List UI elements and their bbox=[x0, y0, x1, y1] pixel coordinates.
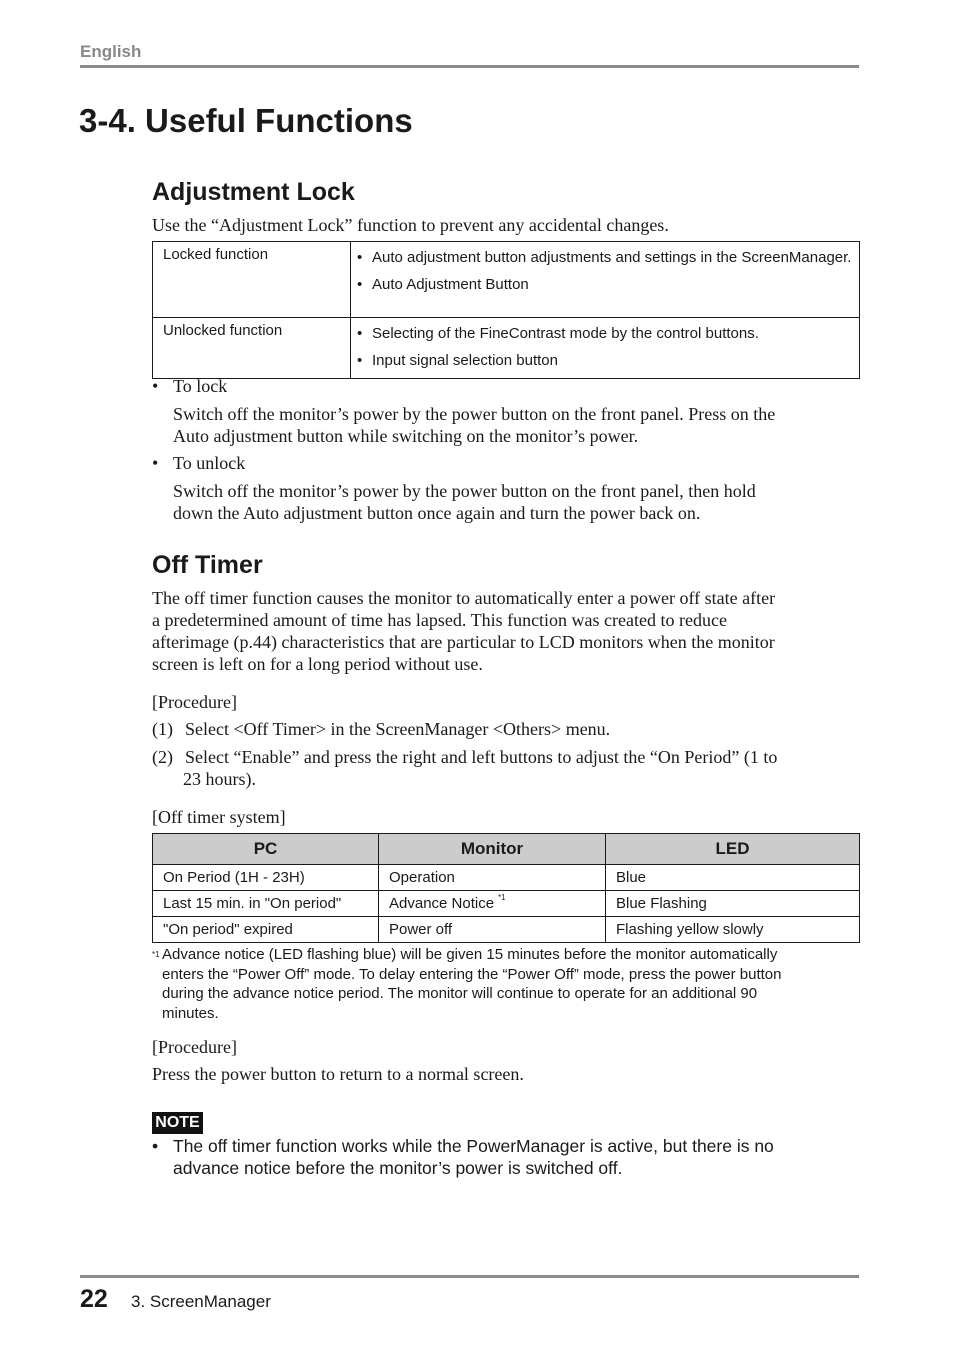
bullet-icon: • bbox=[152, 376, 159, 396]
header-language: English bbox=[80, 42, 142, 61]
text-line: minutes. bbox=[162, 1004, 219, 1022]
procedure-label-2: [Procedure] bbox=[152, 1037, 237, 1057]
lock-table-label: Unlocked function bbox=[153, 318, 351, 379]
text-line: Auto adjustment button while switching on the monitor’s power. bbox=[173, 426, 639, 446]
footnote-mark: *1 bbox=[152, 950, 160, 959]
table-row bbox=[153, 917, 860, 943]
lock-table-items bbox=[351, 318, 860, 379]
step-number: (2) bbox=[152, 747, 173, 767]
cell-text: Advance Notice bbox=[389, 895, 495, 912]
footer-section-title: 3. ScreenManager bbox=[131, 1292, 271, 1311]
text-line: down the Auto adjustment button once again and turn the power back on. bbox=[173, 503, 701, 523]
page-number: 22 bbox=[80, 1285, 108, 1313]
table-row bbox=[153, 865, 860, 891]
procedure-step-1 bbox=[152, 718, 862, 740]
table-cell: "On period" expired bbox=[153, 917, 379, 943]
off-timer-system-label: [Off timer system] bbox=[152, 807, 286, 827]
procedure-2-text: Press the power button to return to a normal screen. bbox=[152, 1064, 524, 1084]
procedure-label: [Procedure] bbox=[152, 692, 237, 712]
table-row bbox=[153, 242, 860, 318]
table-cell bbox=[379, 891, 606, 917]
list-item: • Auto adjustment button adjustments and settings in the ScreenManager. bbox=[357, 248, 859, 267]
table-row bbox=[153, 891, 860, 917]
footnote bbox=[152, 945, 860, 1023]
text-line: enters the “Power Off” mode. To delay entering the “Power Off” mode, press the power button bbox=[162, 965, 782, 983]
table-cell: Blue bbox=[606, 865, 860, 891]
lock-table-items bbox=[351, 242, 860, 318]
to-unlock-description bbox=[173, 480, 756, 524]
list-item: • Auto Adjustment Button bbox=[357, 275, 859, 294]
table-cell: Flashing yellow slowly bbox=[606, 917, 860, 943]
step-text: Select “Enable” and press the right and left buttons to adjust the “On Period” (1 to bbox=[185, 747, 778, 767]
text-line: Switch off the monitor’s power by the power button on the front panel. Press on the bbox=[173, 404, 776, 424]
step-text: Select <Off Timer> in the ScreenManager <Others> menu. bbox=[185, 719, 611, 739]
off-timer-paragraph bbox=[152, 587, 775, 675]
table-header-row bbox=[153, 834, 860, 865]
column-header-pc: PC bbox=[153, 834, 379, 865]
table-cell: Last 15 min. in "On period" bbox=[153, 891, 379, 917]
footnote-ref: *1 bbox=[498, 893, 506, 902]
column-header-monitor: Monitor bbox=[379, 834, 606, 865]
text-line: advance notice before the monitor’s power is switched off. bbox=[173, 1158, 623, 1178]
section-title-off-timer: Off Timer bbox=[152, 551, 263, 579]
off-timer-table bbox=[152, 833, 860, 943]
note-badge: NOTE bbox=[152, 1112, 203, 1134]
column-header-led: LED bbox=[606, 834, 860, 865]
to-lock-label: To lock bbox=[173, 376, 228, 396]
text-line: during the advance notice period. The monitor will continue to operate for an additional 90 bbox=[162, 985, 758, 1002]
bullet-icon: • bbox=[152, 453, 159, 473]
table-cell: Power off bbox=[379, 917, 606, 943]
lock-table-label: Locked function bbox=[153, 242, 351, 318]
adjustment-lock-intro: Use the “Adjustment Lock” function to prevent any accidental changes. bbox=[152, 215, 669, 235]
procedure-step-2 bbox=[152, 746, 862, 790]
text-line: afterimage (p.44) characteristics that are particular to LCD monitors when the monitor bbox=[152, 632, 775, 652]
bullet-icon: • bbox=[152, 1136, 159, 1156]
text-line: screen is left on for a long period without use. bbox=[152, 654, 483, 674]
to-unlock-label: To unlock bbox=[173, 453, 246, 473]
list-item: • Selecting of the FineContrast mode by the control buttons. bbox=[357, 324, 859, 343]
section-title-adjustment-lock: Adjustment Lock bbox=[152, 178, 355, 206]
table-cell: On Period (1H - 23H) bbox=[153, 865, 379, 891]
table-row bbox=[153, 318, 860, 379]
text-line: The off timer function works while the PowerManager is active, but there is no bbox=[173, 1136, 774, 1156]
footer-rule bbox=[80, 1275, 859, 1278]
page-title: 3-4. Useful Functions bbox=[79, 102, 413, 139]
table-cell: Operation bbox=[379, 865, 606, 891]
step-text: 23 hours). bbox=[183, 769, 256, 789]
step-number: (1) bbox=[152, 719, 173, 739]
text-line: Advance notice (LED flashing blue) will be given 15 minutes before the monitor automatically bbox=[162, 946, 778, 963]
note-text bbox=[152, 1135, 852, 1179]
text-line: The off timer function causes the monitor to automatically enter a power off state after bbox=[152, 588, 776, 608]
to-lock-description bbox=[173, 403, 775, 447]
lock-table bbox=[152, 241, 860, 379]
text-line: a predetermined amount of time has lapsed. This function was created to reduce bbox=[152, 610, 727, 630]
list-item: • Input signal selection button bbox=[357, 351, 859, 370]
table-cell: Blue Flashing bbox=[606, 891, 860, 917]
header-rule bbox=[80, 65, 859, 68]
text-line: Switch off the monitor’s power by the power button on the front panel, then hold bbox=[173, 481, 756, 501]
